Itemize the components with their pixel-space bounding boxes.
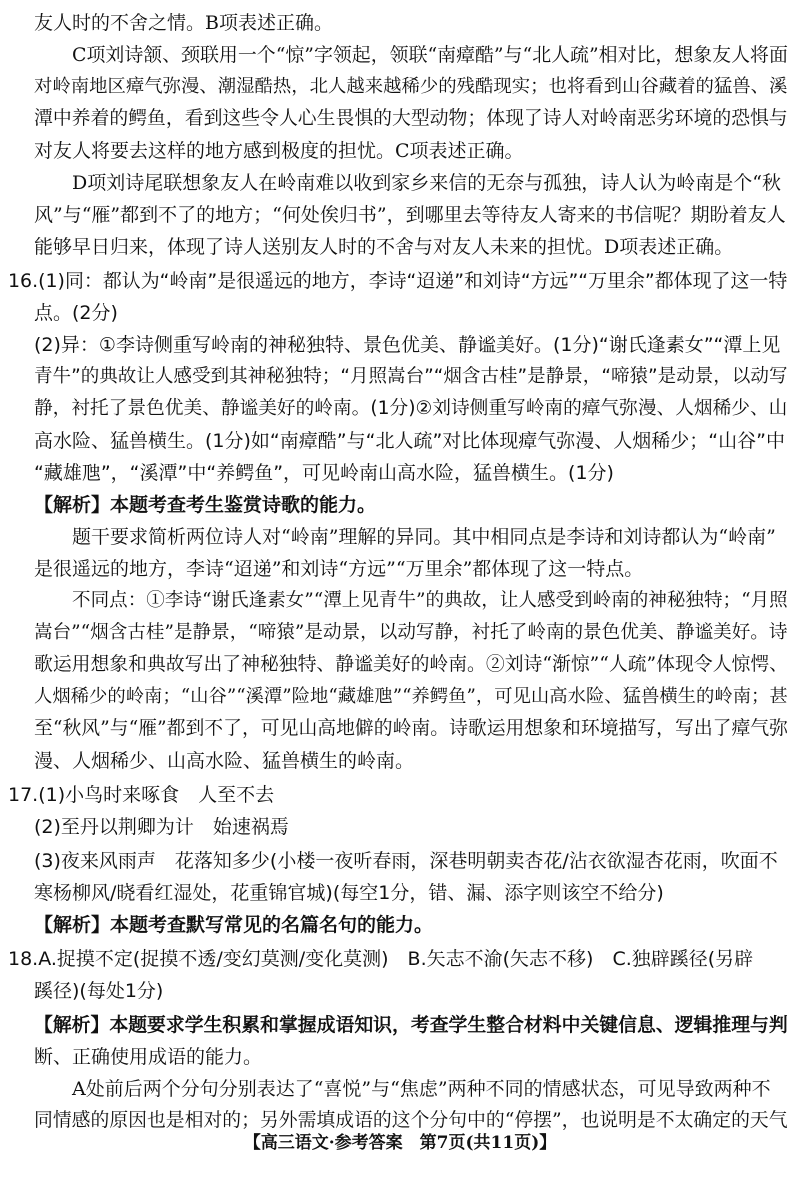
text-line: 嵩台”“烟含古桂”是静景，“啼猿”是动景，以动写静，衬托了岭南的景色优美、静谧美好。诗: [34, 622, 788, 643]
answer-16-line: 青牛”的典故让人感受到其神秘独特；“月照嵩台”“烟含古桂”是静景，“啼猿”是动景，以动写: [34, 366, 788, 387]
answer-18-line: 18.A.捉摸不定(捉摸不透/变幻莫测/变化莫测) B.矢志不渝(矢志不移) C.独辟蹊径(另辟: [8, 948, 754, 970]
text-line: 风”与“雁”都到不了的地方；“何处俟归书”，到哪里去等待友人寄来的书信呢？期盼着友人: [34, 204, 786, 226]
text-line: 潭中养着的鳄鱼，看到这些令人心生畏惧的大型动物；体现了诗人对岭南恶劣环境的恐惧与: [34, 108, 788, 129]
footer-label: 【高三语文·参考答案 第7页(共11页)】: [243, 1133, 557, 1153]
page-footer: [0, 1130, 800, 1156]
answer-17-line: 17.(1)小鸟时来啄食 人至不去: [8, 784, 275, 806]
analysis-heading: 【解析】本题要求学生积累和掌握成语知识，考查学生整合材料中关键信息、逻辑推理与判: [34, 1014, 788, 1036]
text-line: 人烟稀少的岭南；“山谷”“溪潭”险地“藏雄虺”“养鳄鱼”，可见山高水险、猛兽横生的岭南；甚: [34, 686, 788, 707]
text-line: A处前后两个分句分别表达了“喜悦”与“焦虑”两种不同的情感状态，可见导致两种不: [72, 1078, 771, 1100]
answer-16-line: 静，衬托了景色优美、静谧美好的岭南。(1分)②刘诗侧重写岭南的瘴气弥漫、人烟稀少、山: [34, 398, 788, 419]
text-line: 是很遥远的地方，李诗“迢递”和刘诗“方远”“万里余”都体现了这一特点。: [34, 558, 644, 580]
answer-17-line: (2)至丹以荆卿为计 始速祸焉: [34, 816, 289, 838]
analysis-heading: 【解析】本题考查考生鉴赏诗歌的能力。: [34, 494, 377, 516]
text-line: 至“秋风”与“雁”都到不了，可见山高地僻的岭南。诗歌运用想象和环境描写，写出了瘴气弥: [34, 718, 788, 739]
text-line: 漫、人烟稀少、山高水险、猛兽横生的岭南。: [34, 750, 415, 772]
text-line: C项刘诗颔、颈联用一个“惊”字领起，领联“南瘴酷”与“北人疏”相对比，想象友人将面: [72, 44, 788, 66]
answer-16-line: (2)异：①李诗侧重写岭南的神秘独特、景色优美、静谧美好。(1分)“谢氏逢素女”“潭上见: [34, 334, 781, 356]
answer-16-line: 16.(1)同：都认为“岭南”是很遥远的地方，李诗“迢递”和刘诗“方远”“万里余”都体现了这一特: [8, 270, 788, 292]
text-line: 友人时的不舍之情。B项表述正确。: [34, 12, 333, 34]
text-line: 歌运用想象和典故写出了神秘独特、静谧美好的岭南。②刘诗“渐惊”“人疏”体现令人惊愕、: [34, 654, 788, 675]
text-line: 对友人将要去这样的地方感到极度的担忧。C项表述正确。: [34, 140, 524, 162]
answer-16-line: 高水险、猛兽横生。(1分)如“南瘴酷”与“北人疏”对比体现瘴气弥漫、人烟稀少；“山谷”中: [34, 430, 785, 452]
text-line: 能够早日归来，体现了诗人送别友人时的不舍与对友人未来的担忧。D项表述正确。: [34, 236, 734, 258]
text-line: 对岭南地区瘴气弥漫、潮湿酷热，北人越来越稀少的残酷现实；也将看到山谷藏着的猛兽、溪: [34, 76, 788, 97]
text-line: 断、正确使用成语的能力。: [34, 1046, 263, 1068]
text-line: 题干要求简析两位诗人对“岭南”理解的异同。其中相同点是李诗和刘诗都认为“岭南”: [72, 526, 776, 548]
answer-16-line: 点。(2分): [34, 302, 118, 324]
answer-17-line: 寒杨柳风/晓看红湿处，花重锦官城)(每空1分，错、漏、添字则该空不给分): [34, 882, 664, 904]
answer-17-line: (3)夜来风雨声 花落知多少(小楼一夜听春雨，深巷明朝卖杏花/沾衣欲湿杏花雨，吹面不: [34, 850, 778, 872]
text-line: D项刘诗尾联想象友人在岭南难以收到家乡来信的无奈与孤独，诗人认为岭南是个“秋: [72, 172, 781, 194]
answer-18-line: 蹊径)(每处1分): [34, 980, 164, 1002]
text-line: 同情感的原因也是相对的；另外需填成语的这个分句中的“停摆”，也说明是不太确定的天气: [34, 1110, 788, 1130]
analysis-heading: 【解析】本题考查默写常见的名篇名句的能力。: [34, 914, 434, 936]
text-line: 不同点：①李诗“谢氏逢素女”“潭上见青牛”的典故，让人感受到岭南的神秘独特；“月照: [72, 590, 788, 611]
answer-16-line: “藏雄虺”，“溪潭”中“养鳄鱼”，可见岭南山高水险，猛兽横生。(1分): [34, 462, 614, 484]
